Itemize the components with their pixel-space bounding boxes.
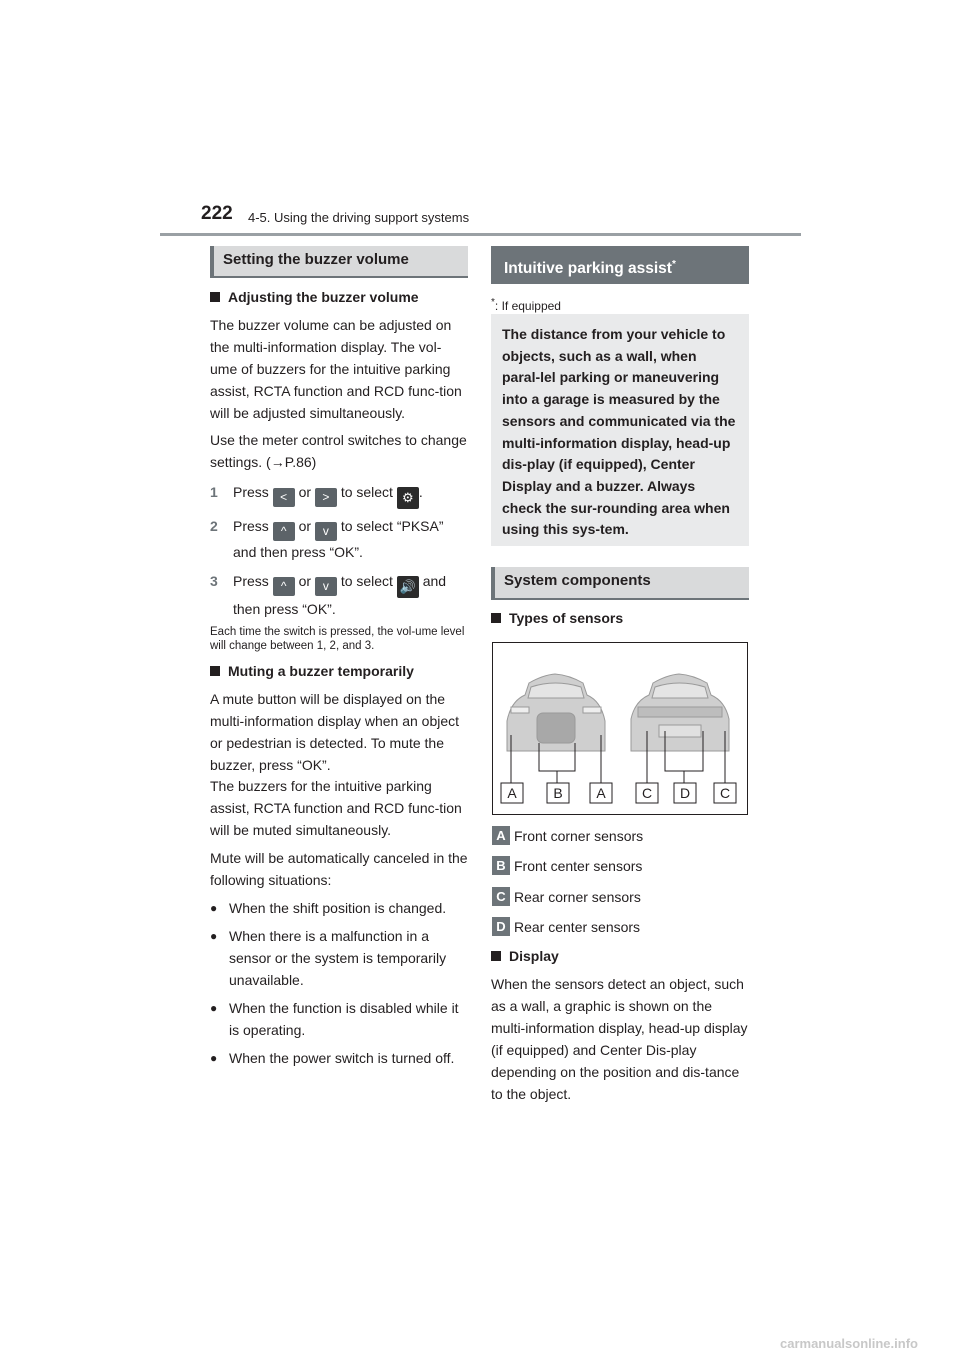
- square-bullet-icon: [491, 951, 501, 961]
- figure-label-c: C: [641, 785, 653, 801]
- section-title: 4-5. Using the driving support systems: [248, 210, 470, 225]
- bullet-dot-icon: ●: [210, 1001, 218, 1015]
- cancel-paragraph: Mute will be automatically canceled in the following situations:: [210, 850, 468, 888]
- legend-text-c: Rear corner sensors: [514, 889, 641, 905]
- speaker-icon: 🔊: [397, 576, 419, 598]
- bullet-item: ● When the shift position is changed.: [210, 897, 468, 919]
- meter-switch-paragraph: Use the meter control switches to change settings. (→P.86): [210, 432, 467, 470]
- car-sensor-illustration: [493, 643, 747, 814]
- legend-letter-b: B: [492, 856, 510, 875]
- muted-simultaneously-paragraph: The buzzers for the intuitive parking assist, RCTA function and RCD func-tion will be muted simultaneously.: [210, 778, 462, 838]
- adjust-paragraph: The buzzer volume can be adjusted on the multi-information display. The vol-ume of buzzers for the intuitive parking assist, RCTA function and RCD func-tion will be adjusted simultaneously.: [210, 317, 462, 421]
- sensor-diagram: [492, 642, 748, 815]
- up-switch-icon: ^: [273, 522, 295, 541]
- square-bullet-icon: [491, 613, 501, 623]
- bullet-dot-icon: ●: [210, 929, 218, 943]
- volume-note: Each time the switch is pressed, the vol-ume level will change between 1, 2, and 3.: [210, 626, 465, 652]
- gear-icon: ⚙: [397, 487, 419, 509]
- step-2: 2 Press ^ or v to select “PKSA” and then press “OK”.: [210, 518, 444, 560]
- left-switch-icon: <: [273, 488, 295, 507]
- sensor-types-subheading: Types of sensors: [491, 607, 749, 629]
- adjusting-subheading: Adjusting the buzzer volume: [210, 286, 468, 308]
- legend-text-d: Rear center sensors: [514, 919, 641, 935]
- step-3: 3 Press ^ or v to select 🔊 and then press “OK”.: [210, 573, 447, 617]
- figure-label-b: B: [553, 785, 563, 801]
- system-components-heading: System components: [491, 567, 749, 600]
- figure-label-a: A: [507, 785, 517, 801]
- parking-assist-heading: Intuitive parking assist*: [491, 246, 749, 284]
- figure-label-c: C: [719, 785, 731, 801]
- legend-letter-d: D: [492, 917, 510, 936]
- muting-subheading: Muting a buzzer temporarily: [210, 660, 468, 682]
- buzzer-volume-heading: Setting the buzzer volume: [210, 246, 468, 278]
- step-1: 1 Press < or > to select ⚙ .: [210, 481, 468, 505]
- figure-label-d: D: [679, 785, 691, 801]
- down-switch-icon: v: [315, 577, 337, 596]
- bullet-item: ● When the function is disabled while it is operating.: [210, 997, 468, 1041]
- square-bullet-icon: [210, 666, 220, 676]
- rear-car-image: [631, 674, 729, 751]
- display-paragraph: When the sensors detect an object, such as a wall, a graphic is shown on the multi-information display, head-up display (if equipped) and Center Dis-play depending on the position and dis-tance to the object.: [491, 976, 748, 1102]
- header-rule: [160, 233, 801, 236]
- bullet-dot-icon: ●: [210, 901, 218, 915]
- square-bullet-icon: [210, 292, 220, 302]
- legend-text-a: Front corner sensors: [514, 828, 644, 844]
- legend-letter-a: A: [492, 826, 510, 845]
- bullet-item: ● When the power switch is turned off.: [210, 1047, 468, 1091]
- up-switch-icon: ^: [273, 577, 295, 596]
- down-switch-icon: v: [315, 522, 337, 541]
- right-switch-icon: >: [315, 488, 337, 507]
- front-car-image: [507, 674, 605, 751]
- bullet-dot-icon: ●: [210, 1051, 218, 1065]
- legend-letter-c: C: [492, 887, 510, 906]
- equipped-footnote: *: If equipped: [491, 297, 561, 313]
- figure-label-a: A: [596, 785, 606, 801]
- mute-paragraph: A mute button will be displayed on the multi-information display when an object or pedestrian is detected. To mute the buzzer, press “OK”.: [210, 691, 460, 773]
- watermark: carmanualsonline.info: [780, 1336, 918, 1351]
- page-number: 222: [201, 203, 233, 224]
- legend-text-b: Front center sensors: [514, 858, 643, 874]
- bullet-item: ● When there is a malfunction in a sensor or the system is temporarily unavailable.: [210, 925, 468, 991]
- display-subheading: Display: [491, 945, 749, 967]
- intro-box: The distance from your vehicle to objects, such as a wall, when paral-lel parking or maneuvering into a garage is measured by the sensors and communicated via the multi-information display, head-up dis-play (if equipped), Center Display and a buzzer. Always check the sur-rounding area when using this sys-tem.: [491, 314, 749, 546]
